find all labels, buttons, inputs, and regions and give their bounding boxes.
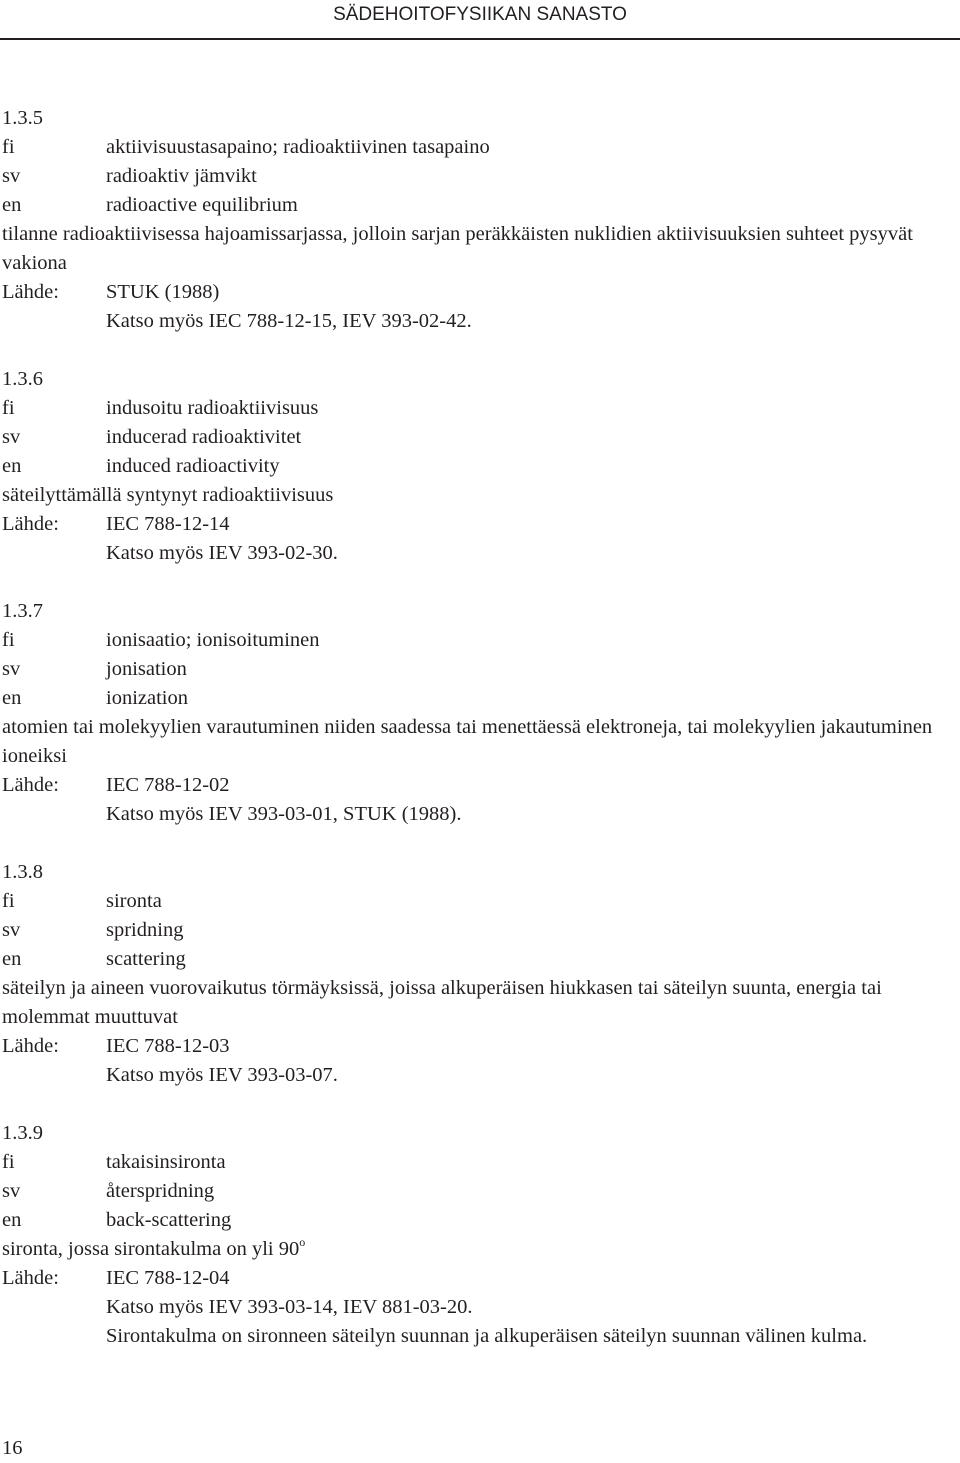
see-also: Katso myös IEV 393-03-14, IEV 881-03-20. <box>106 1296 473 1318</box>
lang-label: en <box>2 948 22 970</box>
entry-number: 1.3.9 <box>2 1122 43 1144</box>
term-sv <box>2 423 956 452</box>
lang-label: fi <box>2 1151 15 1173</box>
term-en <box>2 684 956 713</box>
term-text: ionization <box>106 687 188 709</box>
entry-number: 1.3.6 <box>2 368 43 390</box>
lang-label: sv <box>2 1180 21 1202</box>
term-text: spridning <box>106 919 184 941</box>
definition <box>2 1235 956 1264</box>
term-text: scattering <box>106 948 186 970</box>
lang-label: en <box>2 455 22 477</box>
lang-label: sv <box>2 165 21 187</box>
see-also: Katso myös IEV 393-03-07. <box>106 1064 338 1086</box>
term-text: ionisaatio; ionisoituminen <box>106 629 320 651</box>
term-text: takaisinsironta <box>106 1151 226 1173</box>
term-en <box>2 1206 956 1235</box>
lang-label: fi <box>2 890 15 912</box>
note: Sirontakulma on sironneen säteilyn suunnan ja alkuperäisen säteilyn suunnan välinen kulma. <box>106 1325 868 1347</box>
term-fi <box>2 887 956 916</box>
term-sv <box>2 916 956 945</box>
source <box>2 771 956 800</box>
term-text: jonisation <box>106 658 187 680</box>
definition: tilanne radioaktiivisessa hajoamissarjassa, jolloin sarjan peräkkäisten nuklidien aktiivisuuksien suhteet pysyvät vakiona <box>2 223 913 274</box>
lang-label: fi <box>2 629 15 651</box>
term-text: radioaktiv jämvikt <box>106 165 257 187</box>
source-text: IEC 788-12-14 <box>106 513 230 535</box>
entry-number: 1.3.5 <box>2 107 43 129</box>
lang-label: en <box>2 687 22 709</box>
source-label: Lähde: <box>2 281 59 303</box>
term-text: aktiivisuustasapaino; radioaktiivinen tasapaino <box>106 136 490 158</box>
lang-label: sv <box>2 426 21 448</box>
entry-number: 1.3.7 <box>2 600 43 622</box>
lang-label: fi <box>2 397 15 419</box>
term-text: indusoitu radioaktiivisuus <box>106 397 319 419</box>
lang-label: sv <box>2 658 21 680</box>
glossary-content <box>2 104 956 1380</box>
term-en <box>2 945 956 974</box>
source <box>2 1032 956 1061</box>
term-sv <box>2 162 956 191</box>
term-text: återspridning <box>106 1180 215 1202</box>
entry-number: 1.3.8 <box>2 861 43 883</box>
degree-superscript: o <box>299 1235 306 1249</box>
definition: säteilyn ja aineen vuorovaikutus törmäyksissä, joissa alkuperäisen hiukkasen tai säteilyn suunta, energia tai molemmat muuttuvat <box>2 977 882 1028</box>
see-also: Katso myös IEC 788-12-15, IEV 393-02-42. <box>106 310 472 332</box>
see-also: Katso myös IEV 393-03-01, STUK (1988). <box>106 803 462 825</box>
glossary-entry <box>2 104 956 336</box>
source-text: IEC 788-12-04 <box>106 1267 230 1289</box>
source-label: Lähde: <box>2 1035 59 1057</box>
term-sv <box>2 655 956 684</box>
term-fi <box>2 133 956 162</box>
term-text: inducerad radioaktivitet <box>106 426 302 448</box>
definition-text: sironta, jossa sirontakulma on yli 90 <box>2 1238 300 1260</box>
see-also: Katso myös IEV 393-02-30. <box>106 542 338 564</box>
glossary-entry <box>2 1119 956 1351</box>
term-fi <box>2 1148 956 1177</box>
term-fi <box>2 626 956 655</box>
lang-label: sv <box>2 919 21 941</box>
term-text: induced radioactivity <box>106 455 280 477</box>
source-text: STUK (1988) <box>106 281 220 303</box>
definition: atomien tai molekyylien varautuminen niiden saadessa tai menettäessä elektroneja, tai molekyylien jakautuminen ioneiksi <box>2 716 933 767</box>
lang-label: en <box>2 1209 22 1231</box>
source <box>2 278 956 307</box>
source-label: Lähde: <box>2 1267 59 1289</box>
header-rule <box>0 38 960 40</box>
page-number: 16 <box>2 1437 23 1459</box>
source-label: Lähde: <box>2 513 59 535</box>
glossary-entry <box>2 365 956 568</box>
source-text: IEC 788-12-02 <box>106 774 230 796</box>
definition: säteilyttämällä syntynyt radioaktiivisuus <box>2 484 334 506</box>
term-text: radioactive equilibrium <box>106 194 298 216</box>
source-label: Lähde: <box>2 774 59 796</box>
page-header <box>0 0 960 40</box>
source-text: IEC 788-12-03 <box>106 1035 230 1057</box>
header-title: SÄDEHOITOFYSIIKAN SANASTO <box>333 4 627 25</box>
lang-label: en <box>2 194 22 216</box>
glossary-entry <box>2 858 956 1090</box>
term-en <box>2 191 956 220</box>
term-fi <box>2 394 956 423</box>
term-text: sironta <box>106 890 162 912</box>
term-en <box>2 452 956 481</box>
source <box>2 510 956 539</box>
lang-label: fi <box>2 136 15 158</box>
term-text: back-scattering <box>106 1209 232 1231</box>
term-sv <box>2 1177 956 1206</box>
source <box>2 1264 956 1293</box>
glossary-entry <box>2 597 956 829</box>
